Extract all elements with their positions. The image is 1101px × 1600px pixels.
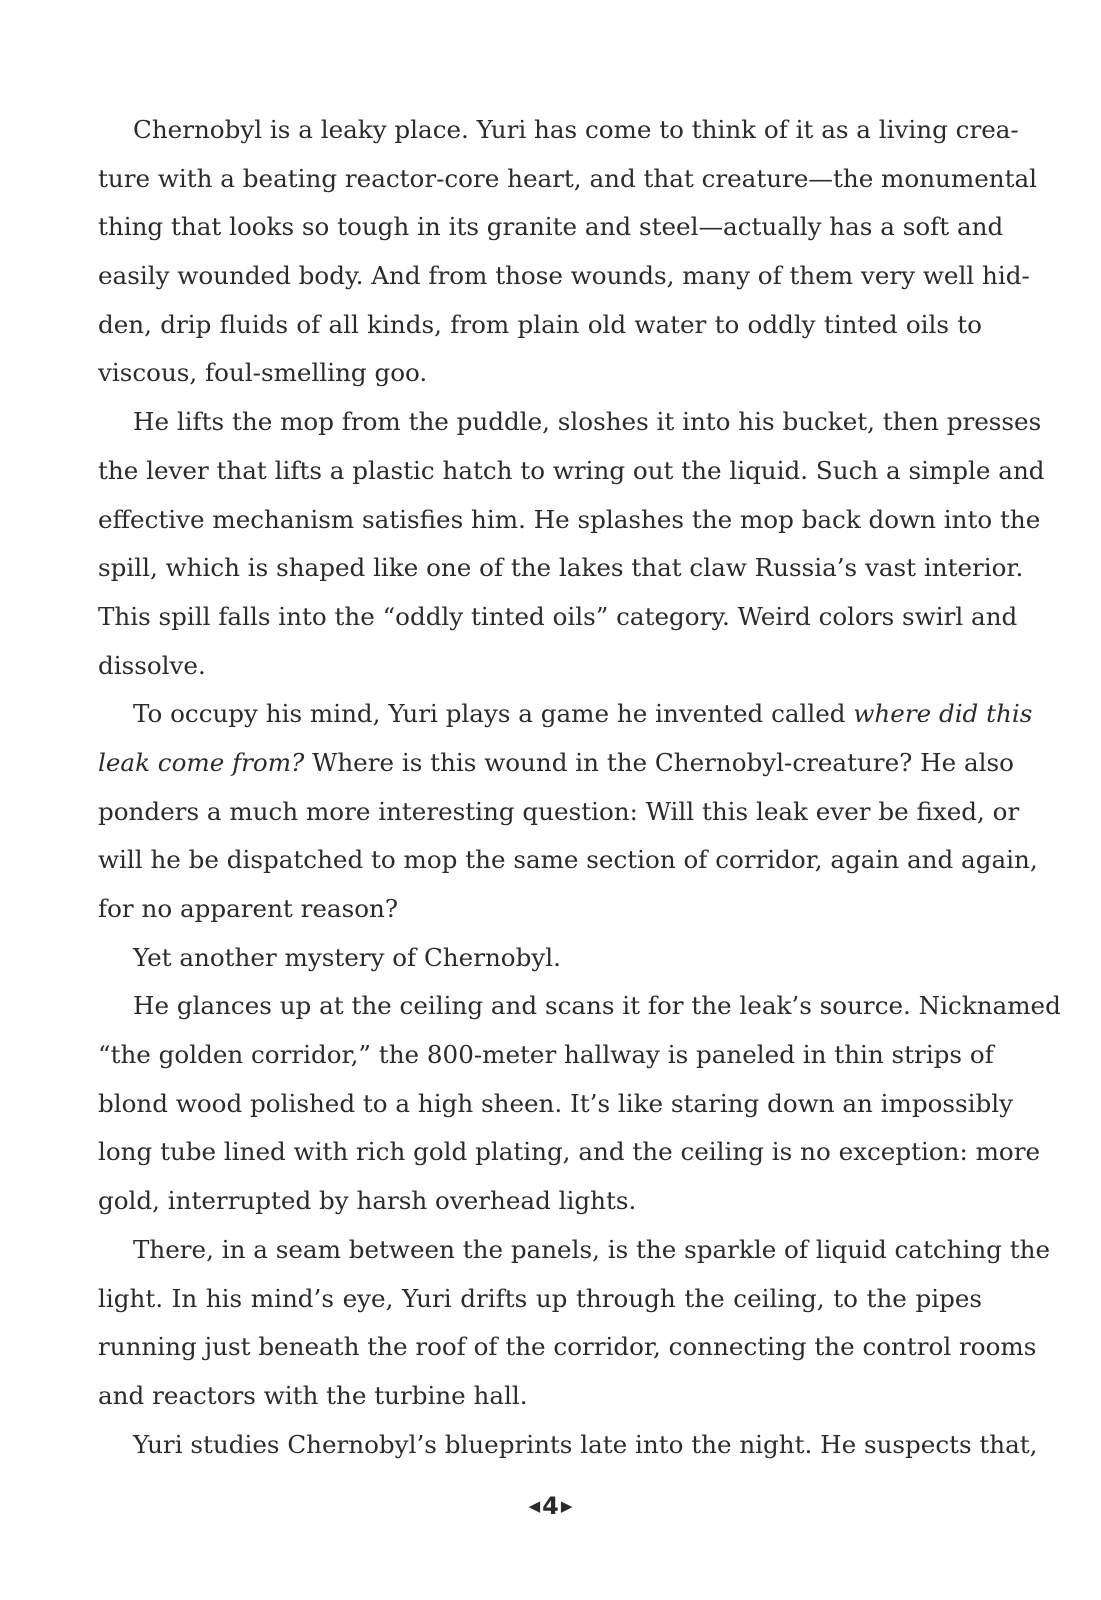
italic-phrase: leak come from?	[98, 747, 305, 777]
page-text	[98, 106, 1061, 1469]
text-segment: Where is this wound in the Chernobyl-creature? He also	[304, 747, 1014, 777]
right-triangle-icon: ▶	[560, 1497, 573, 1515]
text-line: viscous, foul-smelling goo.	[98, 358, 428, 388]
text-line: gold, interrupted by harsh overhead lights.	[98, 1186, 637, 1216]
italic-phrase: where did this	[853, 699, 1033, 729]
text-line: ponders a much more interesting question: Will this leak ever be fixed, or	[98, 796, 1020, 826]
text-line	[98, 739, 1014, 788]
text-line: thing that looks so tough in its granite and steel—actually has a soft and	[98, 212, 1004, 242]
text-line	[98, 690, 1033, 739]
text-line: den, drip fluids of all kinds, from plain old water to oddly tinted oils to	[98, 309, 982, 339]
text-line: light. In his mind’s eye, Yuri drifts up through the ceiling, to the pipes	[98, 1283, 982, 1313]
text-line: running just beneath the roof of the corridor, connecting the control rooms	[98, 1332, 1037, 1362]
page-number-value: 4	[542, 1492, 559, 1520]
text-line: ture with a beating reactor-core heart, and that creature—the monumental	[98, 163, 1037, 193]
text-line: will he be dispatched to mop the same section of corridor, again and again,	[98, 845, 1038, 875]
left-triangle-icon: ◀	[528, 1497, 541, 1515]
text-line: This spill falls into the “oddly tinted oils” category. Weird colors swirl and	[98, 601, 1018, 631]
text-line: and reactors with the turbine hall.	[98, 1380, 528, 1410]
text-line: He lifts the mop from the puddle, sloshes it into his bucket, then presses	[133, 407, 1042, 437]
page-number	[0, 1491, 1101, 1521]
text-line: Yuri studies Chernobyl’s blueprints late into the night. He suspects that,	[133, 1429, 1038, 1459]
text-line: blond wood polished to a high sheen. It’s like staring down an impossibly	[98, 1088, 1014, 1118]
text-line: dissolve.	[98, 650, 206, 680]
text-line: He glances up at the ceiling and scans it for the leak’s source. Nicknamed	[133, 991, 1061, 1021]
text-line: for no apparent reason?	[98, 894, 399, 923]
text-line: Yet another mystery of Chernobyl.	[133, 942, 561, 972]
text-line: the lever that lifts a plastic hatch to wring out the liquid. Such a simple and	[98, 455, 1045, 485]
text-line: Chernobyl is a leaky place. Yuri has come to think of it as a living crea-	[133, 115, 1019, 144]
text-line: spill, which is shaped like one of the lakes that claw Russia’s vast interior.	[98, 553, 1024, 583]
text-line: long tube lined with rich gold plating, and the ceiling is no exception: more	[98, 1137, 1041, 1167]
text-line: easily wounded body. And from those wounds, many of them very well hid-	[98, 261, 1030, 291]
text-line: effective mechanism satisfies him. He splashes the mop back down into the	[98, 504, 1041, 534]
text-line: “the golden corridor,” the 800-meter hallway is paneled in thin strips of	[98, 1040, 994, 1070]
text-segment: To occupy his mind, Yuri plays a game he invented called	[133, 699, 854, 729]
text-line: There, in a seam between the panels, is the sparkle of liquid catching the	[133, 1234, 1051, 1264]
